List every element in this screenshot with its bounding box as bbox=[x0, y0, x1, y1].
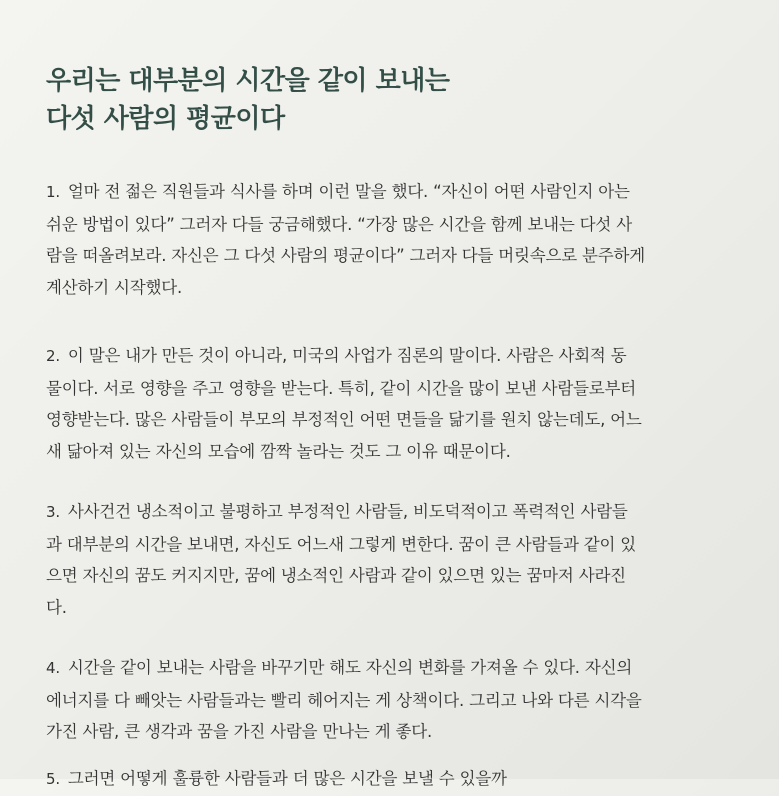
paragraph-number: 2. bbox=[46, 347, 60, 365]
paragraph-5-partial bbox=[46, 763, 706, 796]
paragraph-line bbox=[46, 763, 706, 796]
heading-line-1: 우리는 대부분의 시간을 같이 보내는 bbox=[46, 66, 450, 96]
paragraph-line bbox=[46, 496, 706, 529]
paragraph-line bbox=[46, 652, 706, 685]
paragraph-number: 4. bbox=[46, 659, 60, 677]
paragraph-text: 그러면 어떻게 훌륭한 사람들과 더 많은 시간을 보낼 수 있을까 bbox=[67, 769, 507, 788]
paragraph-text: 이 말은 내가 만든 것이 아니라, 미국의 사업가 짐론의 말이다. 사람은 사회적 동 bbox=[67, 346, 627, 365]
paragraph-line bbox=[46, 176, 706, 209]
chapter-heading bbox=[46, 62, 736, 138]
paragraph-line: 과 대부분의 시간을 보내면, 자신도 어느새 그렇게 변한다. 꿈이 큰 사람들과 같이 있 bbox=[46, 534, 637, 554]
paragraph-text: 시간을 같이 보내는 사람을 바꾸기만 해도 자신의 변화를 가져올 수 있다. 자신의 bbox=[67, 658, 633, 677]
paragraph-number: 3. bbox=[46, 503, 60, 521]
paragraph-line: 계산하기 시작했다. bbox=[46, 277, 183, 297]
paragraph-line: 영향받는다. 많은 사람들이 부모의 부정적인 어떤 면들을 닮기를 원치 않는데도, 어느 bbox=[46, 410, 642, 429]
paragraph-line: 쉬운 방법이 있다” 그러자 다들 궁금해했다. “가장 많은 시간을 함께 보내는 다섯 사 bbox=[46, 214, 632, 234]
paragraph-text: 얼마 전 젊은 직원들과 식사를 하며 이런 말을 했다. “자신이 어떤 사람인지 아는 bbox=[67, 182, 630, 201]
paragraph-line: 람을 떠올려보라. 자신은 그 다섯 사람의 평균이다” 그러자 다들 머릿속으로 분주하게 bbox=[46, 246, 645, 265]
paragraph-1 bbox=[46, 176, 706, 303]
paragraph-line: 물이다. 서로 영향을 주고 영향을 받는다. 특히, 같이 시간을 많이 보낸 사람들로부터 bbox=[46, 378, 637, 398]
paragraph-line: 새 닮아져 있는 자신의 모습에 깜짝 놀라는 것도 그 이유 때문이다. bbox=[46, 441, 511, 461]
paragraph-text: 사사건건 냉소적이고 불평하고 부정적인 사람들, 비도덕적이고 폭력적인 사람들 bbox=[67, 502, 628, 521]
paragraph-line: 가진 사람, 큰 생각과 꿈을 가진 사람을 만나는 게 좋다. bbox=[46, 722, 433, 741]
paragraph-line: 으면 자신의 꿈도 커지지만, 꿈에 냉소적인 사람과 같이 있으면 있는 꿈마저 사라진 bbox=[46, 566, 626, 585]
paragraph-line bbox=[46, 340, 706, 373]
paragraph-4 bbox=[46, 652, 706, 748]
paragraph-number: 5. bbox=[46, 770, 60, 788]
paragraph-line: 다. bbox=[46, 597, 67, 617]
paragraph-3 bbox=[46, 496, 706, 623]
paragraph-number: 1. bbox=[46, 183, 60, 201]
paragraph-line: 에너지를 다 빼앗는 사람들과는 빨리 헤어지는 게 상책이다. 그리고 나와 다른 시각을 bbox=[46, 690, 642, 710]
heading-line-2: 다섯 사람의 평균이다 bbox=[46, 104, 285, 134]
paragraph-2 bbox=[46, 340, 706, 467]
